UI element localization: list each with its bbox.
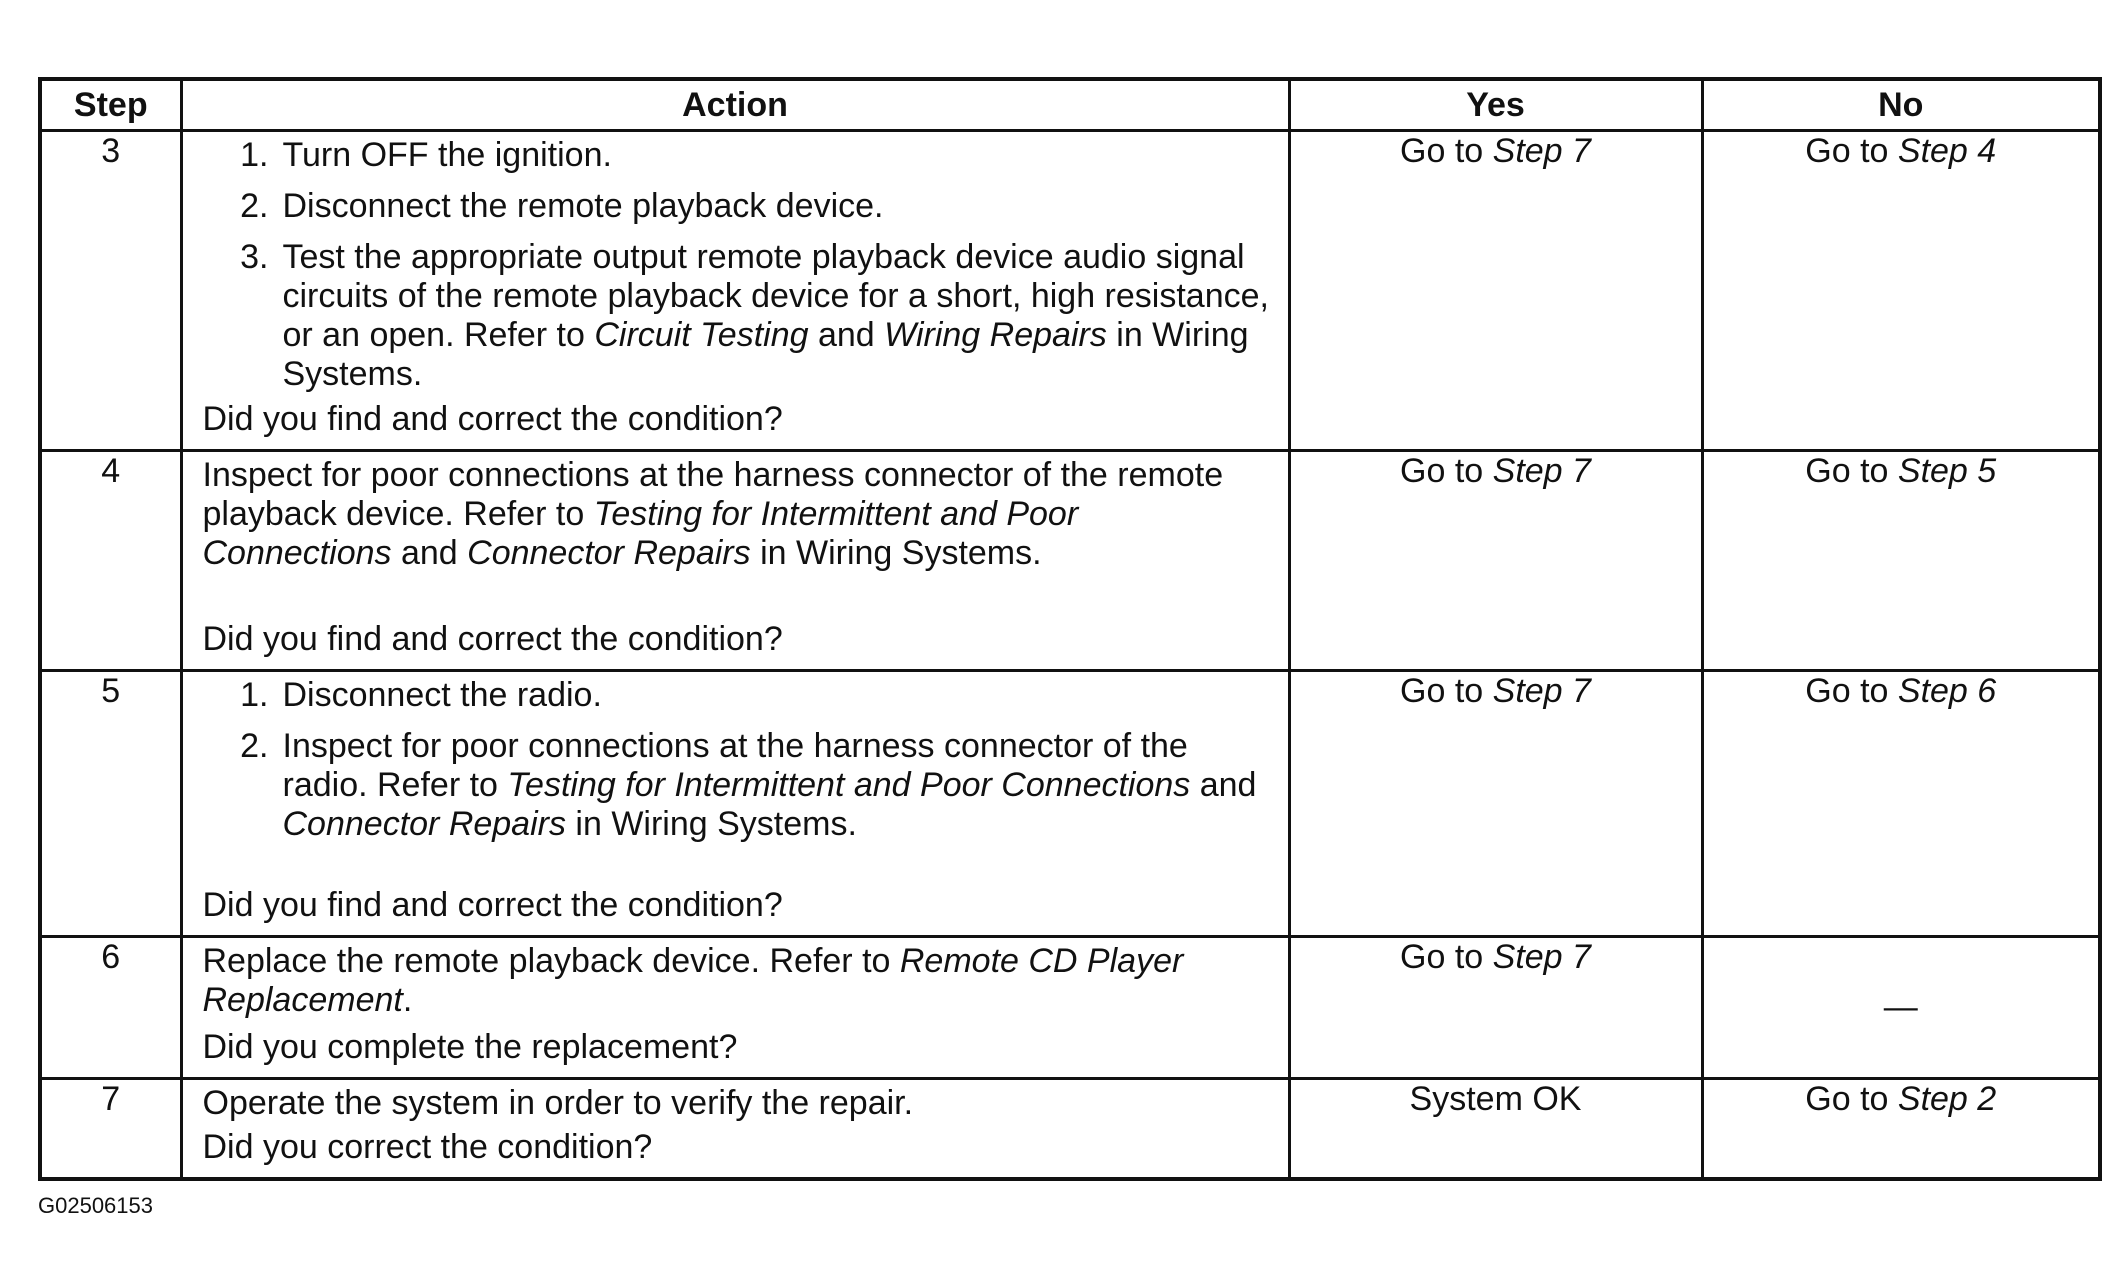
- substep-text: [283, 187, 1276, 226]
- step-reference: Step 7: [1492, 672, 1591, 710]
- substep-number: 2.: [240, 187, 269, 225]
- text-run: Test the appropriate output remote playback device audio signal circuits of the remote playback device for a short, high resistance, or an open. Refer to: [282, 238, 1269, 354]
- step-reference: Step 2: [1897, 1080, 1997, 1118]
- text-run: Turn OFF the ignition.: [282, 136, 612, 174]
- result-prefix: Go to: [1400, 938, 1493, 976]
- italic-reference: Remote CD Player Replacement: [202, 942, 1184, 1019]
- step-reference: Step 7: [1492, 452, 1591, 490]
- action-instruction: [203, 1084, 1276, 1123]
- text-run: Inspect for poor connections at the harness connector of the remote playback device. Refer to: [202, 456, 1224, 533]
- no-result: [1702, 937, 2100, 1079]
- substep-item: [203, 238, 1276, 394]
- step-reference: Step 7: [1492, 132, 1591, 170]
- table-row: [40, 937, 2100, 1079]
- substep-text: [283, 238, 1276, 394]
- text-run: Operate the system in order to verify the repair.: [202, 1084, 914, 1122]
- spacer: [203, 850, 1276, 886]
- action-content: [183, 938, 1288, 1077]
- action-cell: [181, 937, 1289, 1079]
- header-yes: Yes: [1289, 79, 1702, 131]
- substep-number: 3.: [240, 238, 269, 276]
- action-question: Did you find and correct the condition?: [202, 400, 783, 438]
- text-run: in Wiring Systems.: [282, 316, 1249, 393]
- step-number: 3: [40, 131, 181, 451]
- yes-result: [1289, 131, 1702, 451]
- step-reference: Step 6: [1897, 672, 1997, 710]
- result-prefix: Go to: [1805, 452, 1898, 490]
- italic-reference: Connector Repairs: [282, 805, 566, 843]
- substep-item: [203, 136, 1276, 175]
- no-result: [1702, 1079, 2100, 1179]
- text-run: and: [1190, 766, 1257, 804]
- result-text: —: [1883, 988, 1918, 1026]
- action-content: [183, 132, 1288, 449]
- step-reference: Step 4: [1897, 132, 1997, 170]
- result-prefix: Go to: [1805, 1080, 1898, 1118]
- table-row: [40, 1079, 2100, 1179]
- result-prefix: Go to: [1805, 132, 1898, 170]
- diagnostic-table: [38, 77, 2102, 1181]
- table-row: [40, 131, 2100, 451]
- result-prefix: Go to: [1400, 452, 1493, 490]
- table-body: [40, 131, 2100, 1179]
- table-row: [40, 671, 2100, 937]
- spacer: [203, 573, 1276, 620]
- action-question: Did you complete the replacement?: [202, 1028, 738, 1066]
- italic-reference: Circuit Testing: [594, 316, 809, 354]
- action-question: Did you correct the condition?: [202, 1127, 653, 1166]
- substep-number: 1.: [240, 676, 269, 714]
- result-prefix: Go to: [1400, 132, 1493, 170]
- yes-result: [1289, 937, 1702, 1079]
- italic-reference: Connector Repairs: [467, 534, 751, 572]
- yes-result: [1289, 671, 1702, 937]
- substep-text: [283, 727, 1276, 844]
- text-run: in Wiring Systems.: [750, 534, 1042, 572]
- text-run: Inspect for poor connections at the harness connector of the radio. Refer to: [282, 727, 1188, 804]
- text-run: and: [391, 534, 468, 572]
- italic-reference: Testing for Intermittent and Poor Connections: [507, 766, 1191, 804]
- substep-item: [203, 727, 1276, 844]
- action-instruction: [203, 456, 1276, 573]
- substep-item: [203, 676, 1276, 715]
- result-text: System OK: [1409, 1080, 1582, 1118]
- action-cell: [181, 671, 1289, 937]
- step-reference: Step 5: [1897, 452, 1997, 490]
- yes-result: [1289, 1079, 1702, 1179]
- substep-text: [283, 676, 1276, 715]
- step-number: 5: [40, 671, 181, 937]
- table-header: [40, 79, 2100, 131]
- figure-id: G02506153: [38, 1193, 153, 1218]
- result-prefix: Go to: [1400, 672, 1493, 710]
- action-instruction: [203, 942, 1276, 1020]
- substep-number: 1.: [240, 136, 269, 174]
- no-result: [1702, 131, 2100, 451]
- step-number: 4: [40, 451, 181, 671]
- action-question: Did you find and correct the condition?: [202, 620, 783, 658]
- text-run: Disconnect the radio.: [282, 676, 602, 714]
- text-run: and: [808, 316, 885, 354]
- text-run: .: [402, 981, 413, 1019]
- substep-number: 2.: [240, 727, 269, 765]
- text-run: in Wiring Systems.: [565, 805, 857, 843]
- italic-reference: Wiring Repairs: [884, 316, 1107, 354]
- substep-list: [203, 676, 1276, 850]
- action-cell: [181, 1079, 1289, 1179]
- text-run: Disconnect the remote playback device.: [282, 187, 884, 225]
- action-cell: [181, 131, 1289, 451]
- text-run: Replace the remote playback device. Refer to: [202, 942, 900, 980]
- action-question: Did you find and correct the condition?: [202, 886, 783, 924]
- spacer: [203, 1020, 1276, 1028]
- result-prefix: Go to: [1805, 672, 1898, 710]
- header-action: Action: [181, 79, 1289, 131]
- no-result: [1702, 451, 2100, 671]
- action-cell: [181, 451, 1289, 671]
- substep-text: [283, 136, 1276, 175]
- action-content: [183, 1080, 1288, 1177]
- italic-reference: Testing for Intermittent and Poor Connections: [202, 495, 1079, 572]
- yes-result: [1289, 451, 1702, 671]
- header-no: No: [1702, 79, 2100, 131]
- substep-item: [203, 187, 1276, 226]
- substep-list: [203, 136, 1276, 400]
- step-number: 7: [40, 1079, 181, 1179]
- action-content: [183, 452, 1288, 669]
- header-step: Step: [40, 79, 181, 131]
- step-reference: Step 7: [1492, 938, 1591, 976]
- no-result: [1702, 671, 2100, 937]
- step-number: 6: [40, 937, 181, 1079]
- action-content: [183, 672, 1288, 935]
- table-row: [40, 451, 2100, 671]
